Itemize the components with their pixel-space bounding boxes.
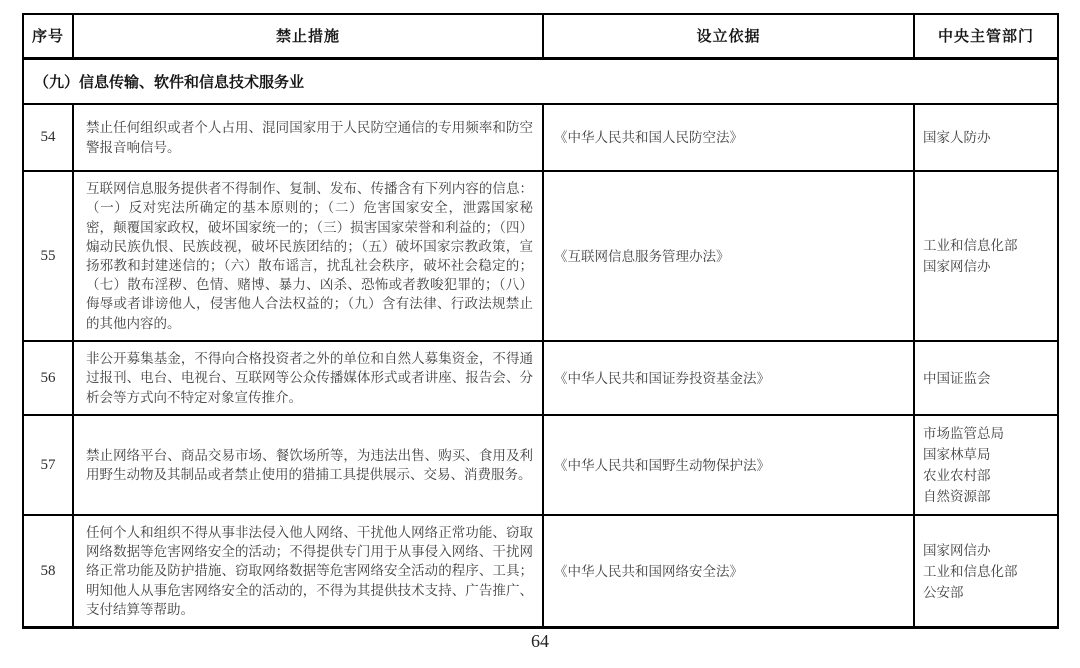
header-col-measure: 禁止措施	[73, 14, 543, 58]
department-line: 市场监管总局	[923, 426, 1004, 441]
measure-cell: 禁止任何组织或者个人占用、混同国家用于人民防空通信的专用频率和防空警报音响信号。	[73, 104, 543, 171]
page-number: 64	[531, 631, 549, 651]
department-line: 国家林草局	[923, 447, 991, 462]
table-row-54	[23, 104, 1058, 171]
basis-cell: 《中华人民共和国人民防空法》	[543, 104, 914, 171]
measure-cell: 互联网信息服务提供者不得制作、复制、发布、传播含有下列内容的信息：（一）反对宪法所确定的基本原则的；（二）危害国家安全，泄露国家秘密，颠覆国家政权，破坏国家统一的；（三）损害国家荣誉和利益的；（四）煽动民族仇恨、民族歧视，破坏民族团结的；（五）破坏国家宗教政策，宣扬邪教和封建迷信的；（六）散布谣言，扰乱社会秩序，破坏社会稳定的；（七）散布淫秽、色情、赌博、暴力、凶杀、恐怖或者教唆犯罪的；（八）侮辱或者诽谤他人，侵害他人合法权益的；（九）含有法律、行政法规禁止的其他内容的。	[73, 171, 543, 341]
department-line: 国家网信办	[923, 542, 991, 558]
department-cell	[914, 415, 1058, 515]
measure-cell: 非公开募集基金，不得向合格投资者之外的单位和自然人募集资金，不得通过报刊、电台、电视台、互联网等公众传播媒体形式或者讲座、报告会、分析会等方式向不特定对象宣传推介。	[73, 341, 543, 415]
department-cell	[914, 515, 1058, 628]
department-cell	[914, 104, 1058, 171]
header-col-department: 中央主管部门	[914, 14, 1058, 58]
department-line: 自然资源部	[923, 489, 991, 504]
department-line: 农业农村部	[923, 468, 991, 483]
table-header-row	[23, 14, 1058, 58]
department-line: 中国证监会	[923, 370, 991, 386]
department-line: 国家网信办	[923, 259, 991, 274]
department-cell	[914, 341, 1058, 415]
header-col-basis: 设立依据	[543, 14, 914, 58]
serial-cell: 58	[23, 515, 73, 628]
department-line: 工业和信息化部	[923, 238, 1018, 253]
prohibition-table	[22, 13, 1059, 629]
table-row-56	[23, 341, 1058, 415]
serial-cell: 54	[23, 104, 73, 171]
table-row-57	[23, 415, 1058, 515]
basis-cell: 《中华人民共和国网络安全法》	[543, 515, 914, 628]
section-header-row	[23, 58, 1058, 104]
department-line: 国家人防办	[923, 130, 991, 145]
measure-cell: 任何个人和组织不得从事非法侵入他人网络、干扰他人网络正常功能、窃取网络数据等危害网络安全的活动；不得提供专门用于从事侵入网络、干扰网络正常功能及防护措施、窃取网络数据等危害网络安全活动的程序、工具；明知他人从事危害网络安全的活动的，不得为其提供技术支持、广告推广、支付结算等帮助。	[73, 515, 543, 628]
basis-cell: 《中华人民共和国证券投资基金法》	[543, 341, 914, 415]
serial-cell: 57	[23, 415, 73, 515]
department-cell	[914, 171, 1058, 341]
serial-cell: 56	[23, 341, 73, 415]
basis-cell: 《互联网信息服务管理办法》	[543, 171, 914, 341]
serial-cell: 55	[23, 171, 73, 341]
basis-cell: 《中华人民共和国野生动物保护法》	[543, 415, 914, 515]
table-row-55	[23, 171, 1058, 341]
table-row-58	[23, 515, 1058, 628]
header-col-serial: 序号	[23, 14, 73, 58]
measure-cell: 禁止网络平台、商品交易市场、餐饮场所等，为违法出售、购买、食用及利用野生动物及其制品或者禁止使用的猎捕工具提供展示、交易、消费服务。	[73, 415, 543, 515]
department-line: 工业和信息化部	[923, 563, 1018, 579]
document-page	[22, 13, 1057, 629]
section-title: （九）信息传输、软件和信息技术服务业	[23, 58, 1058, 104]
department-line: 公安部	[923, 584, 964, 600]
